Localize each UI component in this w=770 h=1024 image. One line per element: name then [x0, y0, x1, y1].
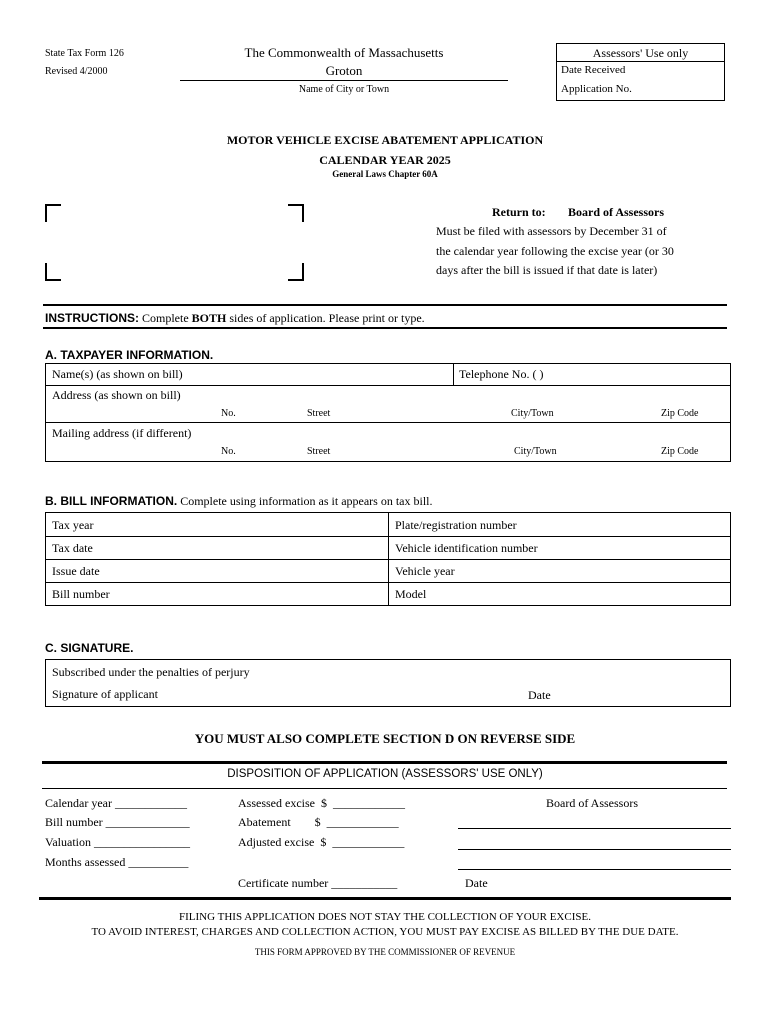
footer-collection-notice: FILING THIS APPLICATION DOES NOT STAY THE COLLECTION OF YOUR EXCISE.	[179, 911, 591, 923]
adjusted-excise-field: Adjusted excise $ ____________	[238, 835, 405, 849]
mailing-zip-caption: Zip Code	[661, 446, 699, 457]
form-title: MOTOR VEHICLE EXCISE ABATEMENT APPLICATION	[226, 133, 544, 147]
perjury-statement: Subscribed under the penalties of perjury	[52, 665, 250, 679]
address-no-caption: No.	[221, 408, 236, 419]
name-phone-divider	[453, 364, 454, 385]
disposition-rule-bottom	[39, 897, 731, 900]
disposition-rule-top	[42, 761, 727, 764]
deadline-line-3: days after the bill is issued if that date is later)	[436, 263, 658, 277]
address-city-caption: City/Town	[511, 408, 554, 419]
assessed-excise-field: Assessed excise $ ____________	[238, 796, 405, 810]
general-laws: General Laws Chapter 60A	[332, 169, 438, 179]
instructions-rule-top	[43, 304, 727, 306]
calendar-year: CALENDAR YEAR 2025	[319, 153, 451, 167]
deadline-line-2: the calendar year following the excise year (or 30	[436, 244, 674, 258]
issue-date-label: Issue date	[52, 564, 100, 578]
section-b-heading: B. BILL INFORMATION.	[45, 494, 178, 508]
calendar-year-field: Calendar year ____________	[45, 796, 187, 810]
return-to-label: Return to:	[492, 205, 546, 219]
window-corner-tr	[288, 204, 304, 222]
taxpayer-info-box	[45, 363, 731, 462]
disposition-rule-mid	[42, 788, 727, 789]
vin-label: Vehicle identification number	[395, 541, 538, 555]
address-zip-caption: Zip Code	[661, 408, 699, 419]
application-no-label: Application No.	[561, 83, 632, 95]
disposition-date-label: Date	[465, 876, 488, 890]
assessors-box-divider	[557, 61, 724, 62]
instructions	[45, 311, 425, 326]
model-label: Model	[395, 587, 427, 601]
signature-box	[45, 659, 731, 707]
signature-date-label: Date	[528, 688, 551, 702]
revision-date: Revised 4/2000	[45, 66, 108, 77]
mailing-address-label: Mailing address (if different)	[52, 426, 192, 440]
section-b-subheading: Complete using information as it appears on tax bill.	[180, 494, 433, 508]
footer-approval: THIS FORM APPROVED BY THE COMMISSIONER OF REVENUE	[254, 947, 516, 957]
board-of-assessors-label: Board of Assessors	[546, 796, 638, 810]
mailing-city-caption: City/Town	[514, 446, 557, 457]
address-field-label: Address (as shown on bill)	[52, 388, 181, 402]
commonwealth-title: The Commonwealth of Massachusetts	[244, 45, 444, 60]
certificate-number-field: Certificate number ___________	[238, 876, 398, 890]
tax-year-label: Tax year	[52, 518, 94, 532]
section-c-heading: C. SIGNATURE.	[45, 641, 134, 655]
assessor-signature-line-1	[458, 828, 731, 829]
address-street-caption: Street	[307, 408, 331, 419]
city-name: Groton	[325, 63, 363, 78]
mailing-no-caption: No.	[221, 446, 236, 457]
instructions-text-2: sides of application. Please print or type.	[229, 311, 425, 325]
reverse-side-notice: YOU MUST ALSO COMPLETE SECTION D ON REVERSE SIDE	[194, 731, 576, 746]
section-b-header	[45, 494, 433, 509]
abatement-field: Abatement $ ____________	[238, 815, 399, 829]
window-corner-br	[288, 263, 304, 281]
disposition-heading: DISPOSITION OF APPLICATION (ASSESSORS' USE ONLY)	[227, 768, 543, 780]
plate-number-label: Plate/registration number	[395, 518, 517, 532]
bill-row-divider-3	[46, 582, 730, 583]
assessors-use-box	[556, 43, 725, 101]
return-to-board: Board of Assessors	[568, 205, 665, 219]
footer-pay-notice: TO AVOID INTEREST, CHARGES AND COLLECTION ACTION, YOU MUST PAY EXCISE AS BILLED BY THE DUE DATE.	[91, 926, 679, 938]
valuation-field: Valuation ________________	[45, 835, 190, 849]
date-received-label: Date Received	[561, 64, 626, 76]
row-divider-2	[46, 422, 730, 423]
telephone-field-label: Telephone No. ( )	[459, 367, 544, 381]
instructions-both: BOTH	[191, 311, 227, 325]
city-underline	[180, 80, 508, 81]
instructions-text-1: Complete	[142, 311, 189, 325]
months-assessed-field: Months assessed __________	[45, 855, 189, 869]
window-corner-tl	[45, 204, 61, 222]
mailing-street-caption: Street	[307, 446, 331, 457]
window-corner-bl	[45, 263, 61, 281]
bill-number-field: Bill number ______________	[45, 815, 190, 829]
tax-date-label: Tax date	[52, 541, 93, 555]
bill-info-table	[45, 512, 731, 606]
instructions-rule-bottom	[43, 327, 727, 329]
deadline-line-1: Must be filed with assessors by December 31 of	[436, 224, 667, 238]
assessor-signature-line-3	[458, 869, 731, 870]
signature-label: Signature of applicant	[52, 687, 158, 701]
bill-row-divider-2	[46, 559, 730, 560]
assessor-signature-line-2	[458, 849, 731, 850]
bill-number-label: Bill number	[52, 587, 110, 601]
instructions-label: INSTRUCTIONS:	[45, 311, 139, 325]
city-caption: Name of City or Town	[298, 84, 390, 95]
vehicle-year-label: Vehicle year	[395, 564, 455, 578]
row-divider-1	[46, 385, 730, 386]
section-a-heading: A. TAXPAYER INFORMATION.	[45, 348, 214, 362]
names-field-label: Name(s) (as shown on bill)	[52, 367, 183, 381]
bill-row-divider-1	[46, 536, 730, 537]
assessors-use-title: Assessors' Use only	[592, 46, 689, 60]
form-number: State Tax Form 126	[45, 48, 124, 59]
